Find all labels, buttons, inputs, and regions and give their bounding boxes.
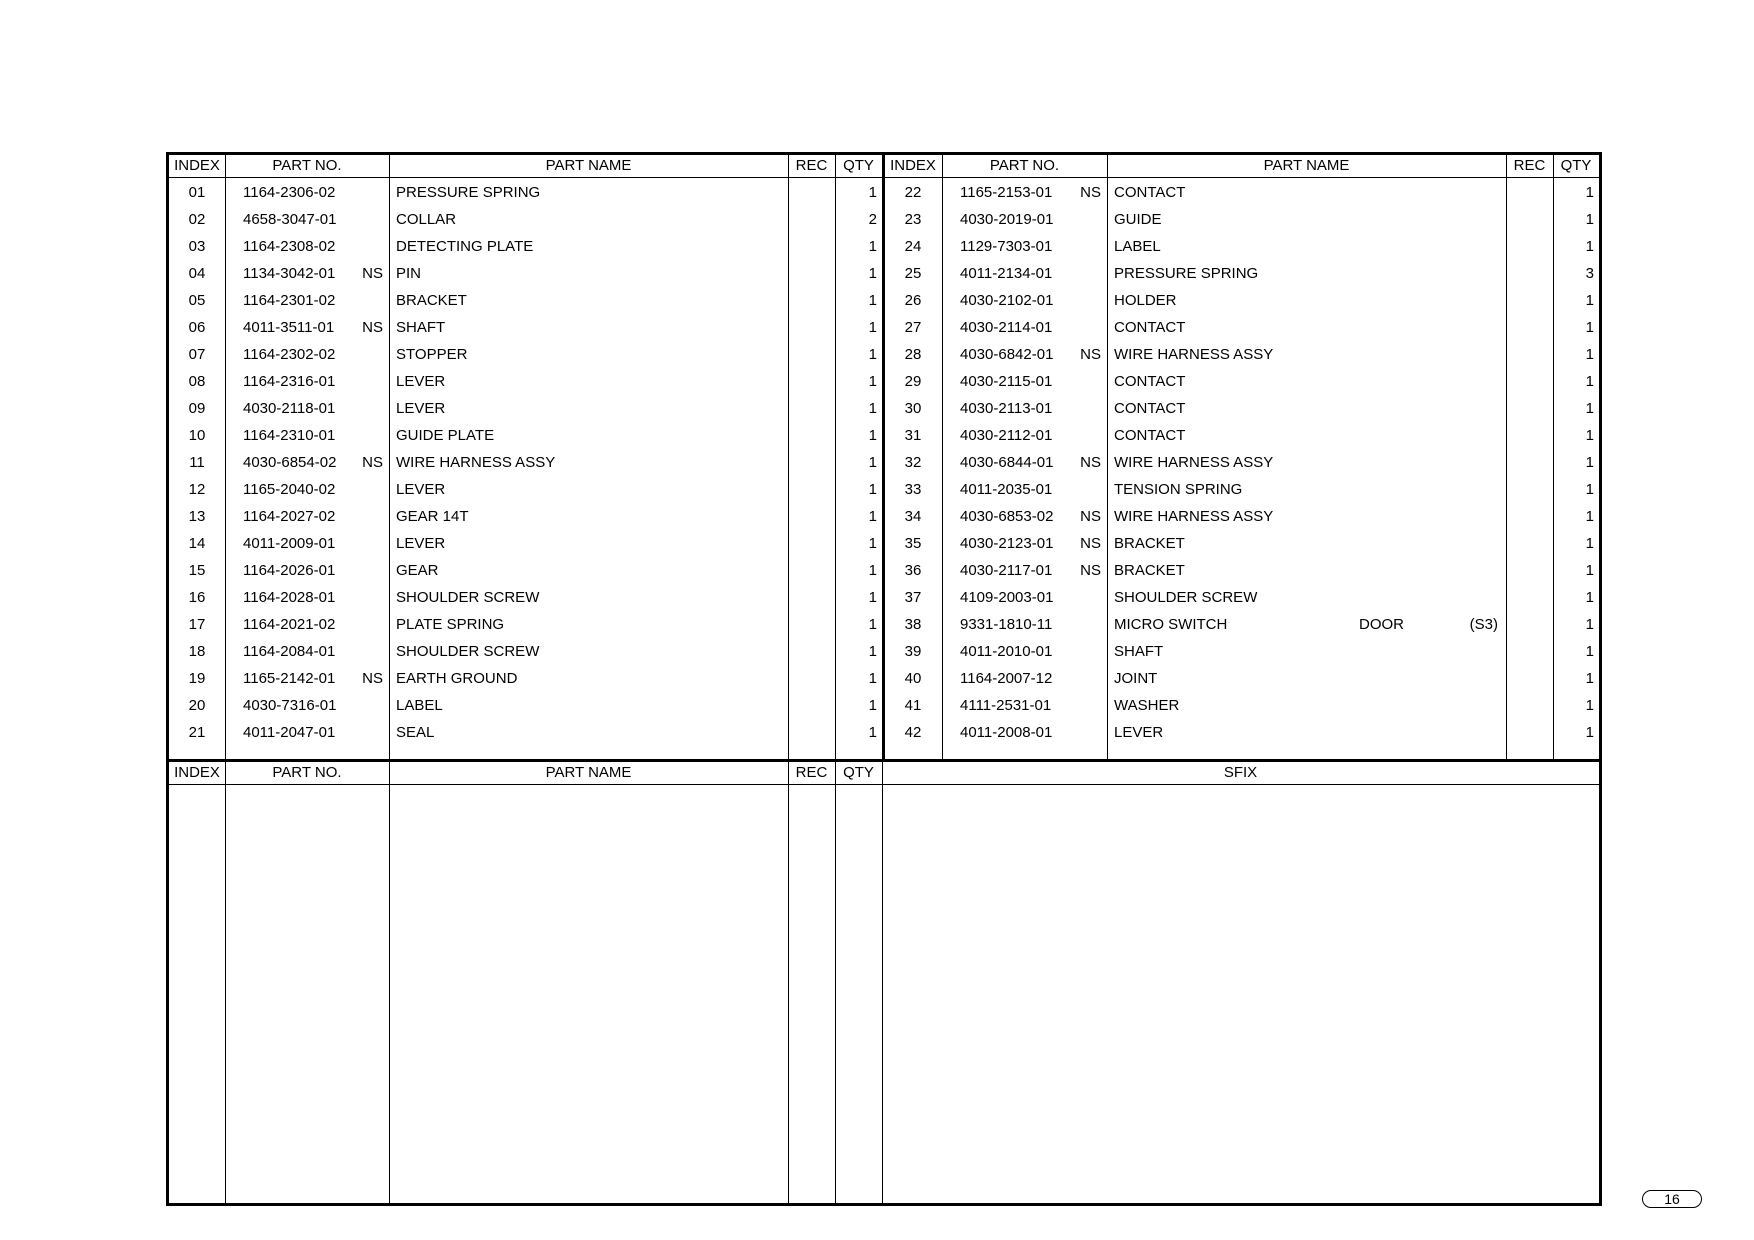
row-part-no: 4011-2035-01 — [960, 481, 1053, 498]
row-index: 35 — [904, 535, 922, 552]
row-note — [1359, 287, 1439, 314]
row-note — [1359, 179, 1439, 206]
row-part-no: 1164-2306-02 — [243, 184, 336, 201]
row-qty: 1 — [1585, 589, 1594, 606]
row-index: 42 — [904, 724, 922, 741]
table-header-row — [169, 762, 1599, 785]
row-ns-flag: NS — [1080, 346, 1101, 363]
row-note — [1359, 584, 1439, 611]
row-code — [1436, 719, 1498, 746]
row-index: 32 — [904, 454, 922, 471]
table-row — [169, 341, 1599, 368]
row-part-no: 4030-7316-01 — [243, 697, 337, 714]
row-part-no: 4011-2047-01 — [243, 724, 336, 741]
row-part-no: 1164-2310-01 — [243, 427, 336, 444]
row-index: 05 — [188, 292, 206, 309]
row-part-no: 4030-6854-02 — [243, 454, 337, 471]
row-ns-flag: NS — [1080, 535, 1101, 552]
row-qty: 1 — [868, 697, 877, 714]
table-row — [169, 368, 1599, 395]
row-index: 33 — [904, 481, 922, 498]
row-index: 08 — [188, 373, 206, 390]
row-note — [1359, 692, 1439, 719]
row-part-name: MICRO SWITCH — [1114, 616, 1228, 633]
row-part-no: 4030-6844-01 — [960, 454, 1054, 471]
table-row — [169, 206, 1599, 233]
row-index: 40 — [904, 670, 922, 687]
row-part-no: 1164-2028-01 — [243, 589, 336, 606]
row-qty: 1 — [1585, 481, 1594, 498]
row-qty: 1 — [1585, 211, 1594, 228]
header-part-name: PART NAME — [545, 764, 632, 781]
row-qty: 1 — [1585, 670, 1594, 687]
header-part-name: PART NAME — [1263, 157, 1350, 174]
row-ns-flag — [1067, 260, 1101, 287]
table-row — [169, 476, 1599, 503]
row-note — [1359, 449, 1439, 476]
row-code — [1436, 341, 1498, 368]
row-ns-flag: NS — [1080, 562, 1101, 579]
row-ns-flag: NS — [362, 670, 383, 687]
row-part-no: 4030-2117-01 — [960, 562, 1053, 579]
row-index: 18 — [188, 643, 206, 660]
row-ns-flag: NS — [362, 265, 383, 282]
header-rec: REC — [1513, 157, 1546, 174]
row-qty: 1 — [868, 481, 877, 498]
row-part-no: 1165-2153-01 — [960, 184, 1053, 201]
row-ns-flag — [1067, 287, 1101, 314]
header-part-no: PART NO. — [989, 157, 1060, 174]
row-qty: 1 — [868, 292, 877, 309]
row-index: 30 — [904, 400, 922, 417]
table-row — [169, 557, 1599, 584]
row-part-name: LEVER — [396, 400, 446, 417]
row-part-name: COLLAR — [396, 211, 457, 228]
row-note: DOOR — [1359, 616, 1404, 633]
row-qty: 1 — [1585, 562, 1594, 579]
row-index: 11 — [189, 454, 205, 471]
row-index: 22 — [904, 184, 922, 201]
header-index: INDEX — [174, 764, 220, 781]
row-qty: 1 — [868, 319, 877, 336]
row-qty: 1 — [1585, 319, 1594, 336]
row-part-no: 1165-2142-01 — [243, 670, 336, 687]
row-part-name: BRACKET — [1114, 535, 1185, 552]
row-part-name: CONTACT — [1114, 184, 1186, 201]
row-part-no: 1164-2308-02 — [243, 238, 336, 255]
row-note — [1359, 665, 1439, 692]
row-part-no: 4011-2008-01 — [960, 724, 1053, 741]
row-part-no: 4030-2102-01 — [960, 292, 1054, 309]
row-index: 04 — [188, 265, 206, 282]
row-ns-flag: NS — [1080, 184, 1101, 201]
row-qty: 1 — [868, 184, 877, 201]
row-part-no: 1164-2302-02 — [243, 346, 336, 363]
row-note — [1359, 422, 1439, 449]
header-index: INDEX — [890, 157, 936, 174]
row-part-name: GUIDE — [1114, 211, 1162, 228]
row-part-name: STOPPER — [396, 346, 468, 363]
row-note — [1359, 341, 1439, 368]
row-index: 06 — [188, 319, 206, 336]
row-code — [1436, 476, 1498, 503]
row-qty: 1 — [1585, 400, 1594, 417]
row-ns-flag — [1067, 611, 1101, 638]
row-part-no: 1164-2301-02 — [243, 292, 336, 309]
row-part-name: LABEL — [396, 697, 443, 714]
column-divider — [882, 762, 883, 1203]
row-code — [1436, 206, 1498, 233]
row-part-name: WIRE HARNESS ASSY — [1114, 454, 1274, 471]
row-code — [1436, 260, 1498, 287]
row-part-name: CONTACT — [1114, 400, 1186, 417]
row-note — [1359, 476, 1439, 503]
header-rec: REC — [795, 764, 828, 781]
row-code — [1436, 557, 1498, 584]
row-note — [1359, 557, 1439, 584]
row-part-name: SEAL — [396, 724, 435, 741]
table-row — [169, 260, 1599, 287]
row-index: 19 — [188, 670, 206, 687]
row-part-no: 4030-2115-01 — [960, 373, 1053, 390]
table-row — [169, 287, 1599, 314]
row-index: 16 — [188, 589, 206, 606]
row-ns-flag: NS — [1080, 508, 1101, 525]
row-part-name: LEVER — [396, 535, 446, 552]
row-ns-flag — [1067, 476, 1101, 503]
table-row — [169, 665, 1599, 692]
row-note — [1359, 368, 1439, 395]
row-part-name: LEVER — [396, 481, 446, 498]
row-part-name: JOINT — [1114, 670, 1158, 687]
table-row — [169, 692, 1599, 719]
row-qty: 1 — [868, 427, 877, 444]
row-index: 10 — [188, 427, 206, 444]
row-index: 14 — [188, 535, 206, 552]
row-part-no: 4658-3047-01 — [243, 211, 337, 228]
header-part-no: PART NO. — [272, 157, 342, 174]
row-index: 03 — [188, 238, 206, 255]
row-qty: 1 — [868, 508, 877, 525]
row-part-no: 1129-7303-01 — [960, 238, 1053, 255]
table-row — [169, 233, 1599, 260]
row-part-name: PLATE SPRING — [396, 616, 505, 633]
row-part-name: CONTACT — [1114, 427, 1186, 444]
row-part-no: 4030-6853-02 — [960, 508, 1054, 525]
row-qty: 1 — [1585, 454, 1594, 471]
row-ns-flag — [1067, 584, 1101, 611]
row-part-no: 4011-2009-01 — [243, 535, 336, 552]
row-index: 07 — [188, 346, 206, 363]
row-ns-flag — [1067, 692, 1101, 719]
row-part-name: LEVER — [1114, 724, 1164, 741]
header-qty: QTY — [843, 764, 874, 781]
row-part-no: 4030-2113-01 — [960, 400, 1053, 417]
row-index: 27 — [904, 319, 922, 336]
row-part-no: 1134-3042-01 — [243, 265, 336, 282]
row-part-name: WIRE HARNESS ASSY — [396, 454, 556, 471]
row-index: 13 — [188, 508, 206, 525]
row-code — [1436, 395, 1498, 422]
row-qty: 1 — [1585, 535, 1594, 552]
row-qty: 1 — [1585, 616, 1594, 633]
row-note — [1359, 503, 1439, 530]
row-part-name: EARTH GROUND — [396, 670, 518, 687]
table-row — [169, 422, 1599, 449]
row-index: 09 — [188, 400, 206, 417]
table-header-row — [169, 155, 1599, 178]
column-divider — [225, 762, 226, 1203]
row-part-no: 4030-2112-01 — [960, 427, 1053, 444]
row-index: 01 — [188, 184, 206, 201]
row-part-name: GEAR 14T — [396, 508, 469, 525]
row-part-name: GUIDE PLATE — [396, 427, 495, 444]
row-ns-flag — [1067, 719, 1101, 746]
row-index: 17 — [188, 616, 206, 633]
row-code — [1436, 368, 1498, 395]
row-note — [1359, 314, 1439, 341]
row-index: 29 — [904, 373, 922, 390]
row-index: 24 — [904, 238, 922, 255]
row-part-name: LEVER — [396, 373, 446, 390]
row-qty: 1 — [1585, 724, 1594, 741]
table-row — [169, 449, 1599, 476]
row-code — [1436, 179, 1498, 206]
row-part-name: WIRE HARNESS ASSY — [1114, 346, 1274, 363]
row-note — [1359, 260, 1439, 287]
row-index: 28 — [904, 346, 922, 363]
row-part-no: 4030-2123-01 — [960, 535, 1054, 552]
row-part-no: 1165-2040-02 — [243, 481, 336, 498]
row-qty: 1 — [1585, 346, 1594, 363]
row-qty: 1 — [868, 346, 877, 363]
row-ns-flag: NS — [362, 319, 383, 336]
table-row — [169, 719, 1599, 746]
row-qty: 1 — [868, 670, 877, 687]
row-part-name: DETECTING PLATE — [396, 238, 534, 255]
row-code — [1436, 530, 1498, 557]
header-index: INDEX — [174, 157, 220, 174]
row-ns-flag: NS — [1080, 454, 1101, 471]
row-part-no: 1164-2316-01 — [243, 373, 336, 390]
row-ns-flag — [1067, 395, 1101, 422]
row-qty: 1 — [1585, 427, 1594, 444]
row-ns-flag — [1067, 206, 1101, 233]
row-code — [1436, 314, 1498, 341]
table-row — [169, 314, 1599, 341]
row-index: 20 — [188, 697, 206, 714]
row-part-no: 9331-1810-11 — [960, 616, 1053, 633]
row-part-name: GEAR — [396, 562, 439, 579]
row-qty: 1 — [1585, 508, 1594, 525]
column-divider — [835, 762, 836, 1203]
row-qty: 1 — [868, 400, 877, 417]
row-qty: 1 — [868, 724, 877, 741]
row-qty: 1 — [868, 265, 877, 282]
row-ns-flag — [1067, 368, 1101, 395]
row-index: 26 — [904, 292, 922, 309]
row-ns-flag — [1067, 314, 1101, 341]
row-index: 36 — [904, 562, 922, 579]
row-part-no: 4109-2003-01 — [960, 589, 1054, 606]
row-index: 21 — [188, 724, 206, 741]
row-part-name: BRACKET — [1114, 562, 1185, 579]
row-ns-flag — [1067, 665, 1101, 692]
row-index: 25 — [904, 265, 922, 282]
row-qty: 1 — [868, 454, 877, 471]
row-part-no: 1164-2084-01 — [243, 643, 336, 660]
row-part-no: 1164-2007-12 — [960, 670, 1053, 687]
row-part-name: HOLDER — [1114, 292, 1177, 309]
row-qty: 1 — [868, 562, 877, 579]
row-qty: 2 — [868, 211, 877, 228]
row-qty: 1 — [1585, 373, 1594, 390]
row-index: 02 — [188, 211, 206, 228]
row-qty: 1 — [868, 616, 877, 633]
column-divider — [788, 762, 789, 1203]
row-note — [1359, 719, 1439, 746]
row-qty: 1 — [868, 589, 877, 606]
row-note — [1359, 530, 1439, 557]
row-qty: 1 — [868, 238, 877, 255]
table-row — [169, 503, 1599, 530]
header-qty: QTY — [843, 157, 874, 174]
row-part-name: PRESSURE SPRING — [1114, 265, 1259, 282]
row-ns-flag — [1067, 422, 1101, 449]
row-ns-flag: NS — [362, 454, 383, 471]
row-part-name: SHAFT — [1114, 643, 1164, 660]
row-code — [1436, 638, 1498, 665]
row-part-no: 4011-3511-01 — [243, 319, 335, 336]
header-part-name: PART NAME — [545, 157, 632, 174]
row-part-no: 4011-2010-01 — [960, 643, 1053, 660]
row-code — [1436, 287, 1498, 314]
table-row — [169, 584, 1599, 611]
row-code — [1436, 233, 1498, 260]
header-qty: QTY — [1560, 157, 1592, 174]
row-part-no: 4111-2531-01 — [960, 697, 1052, 714]
row-part-name: WIRE HARNESS ASSY — [1114, 508, 1274, 525]
row-index: 34 — [904, 508, 922, 525]
row-index: 15 — [188, 562, 206, 579]
row-index: 37 — [904, 589, 922, 606]
row-note — [1359, 233, 1439, 260]
row-index: 23 — [904, 211, 922, 228]
row-part-name: TENSION SPRING — [1114, 481, 1243, 498]
row-code — [1436, 584, 1498, 611]
row-qty: 1 — [1585, 184, 1594, 201]
row-qty: 1 — [1585, 697, 1594, 714]
header-part-no: PART NO. — [272, 764, 342, 781]
table-row — [169, 638, 1599, 665]
header-sfix: SFIX — [1223, 764, 1258, 781]
row-part-no: 4030-2114-01 — [960, 319, 1053, 336]
row-part-name: BRACKET — [396, 292, 467, 309]
row-code — [1436, 692, 1498, 719]
row-qty: 1 — [1585, 238, 1594, 255]
row-index: 41 — [904, 697, 922, 714]
row-part-name: LABEL — [1114, 238, 1161, 255]
row-part-no: 1164-2026-01 — [243, 562, 336, 579]
row-part-name: WASHER — [1114, 697, 1180, 714]
row-code — [1436, 449, 1498, 476]
row-index: 31 — [904, 427, 922, 444]
row-code: (S3) — [1469, 616, 1498, 633]
parts-table-lower — [169, 762, 1599, 1203]
row-qty: 1 — [1585, 643, 1594, 660]
row-part-name: SHOULDER SCREW — [1114, 589, 1258, 606]
row-code — [1436, 503, 1498, 530]
row-qty: 1 — [1585, 292, 1594, 309]
row-qty: 1 — [868, 373, 877, 390]
table-row — [169, 179, 1599, 206]
row-part-no: 4011-2134-01 — [960, 265, 1053, 282]
row-code — [1436, 665, 1498, 692]
table-row — [169, 611, 1599, 638]
row-index: 39 — [904, 643, 922, 660]
page-number: 16 — [1642, 1190, 1702, 1208]
row-note — [1359, 395, 1439, 422]
row-part-name: PRESSURE SPRING — [396, 184, 541, 201]
table-row — [169, 530, 1599, 557]
row-part-name: CONTACT — [1114, 373, 1186, 390]
row-note — [1359, 206, 1439, 233]
row-qty: 1 — [868, 643, 877, 660]
row-part-name: SHAFT — [396, 319, 446, 336]
row-part-name: SHOULDER SCREW — [396, 589, 540, 606]
row-qty: 3 — [1585, 265, 1594, 282]
column-divider — [389, 762, 390, 1203]
row-note — [1359, 638, 1439, 665]
table-row — [169, 395, 1599, 422]
row-qty: 1 — [868, 535, 877, 552]
row-part-name: CONTACT — [1114, 319, 1186, 336]
parts-table-upper — [169, 155, 1599, 762]
parts-list-sheet — [166, 152, 1602, 1206]
row-index: 12 — [188, 481, 206, 498]
row-part-no: 1164-2021-02 — [243, 616, 336, 633]
row-ns-flag — [1067, 233, 1101, 260]
row-part-no: 4030-2019-01 — [960, 211, 1054, 228]
row-index: 38 — [904, 616, 922, 633]
header-rec: REC — [795, 157, 828, 174]
row-code — [1436, 422, 1498, 449]
row-part-name: SHOULDER SCREW — [396, 643, 540, 660]
row-part-name: PIN — [396, 265, 422, 282]
row-part-no: 4030-2118-01 — [243, 400, 336, 417]
row-ns-flag — [1067, 638, 1101, 665]
row-part-no: 1164-2027-02 — [243, 508, 336, 525]
row-part-no: 4030-6842-01 — [960, 346, 1054, 363]
